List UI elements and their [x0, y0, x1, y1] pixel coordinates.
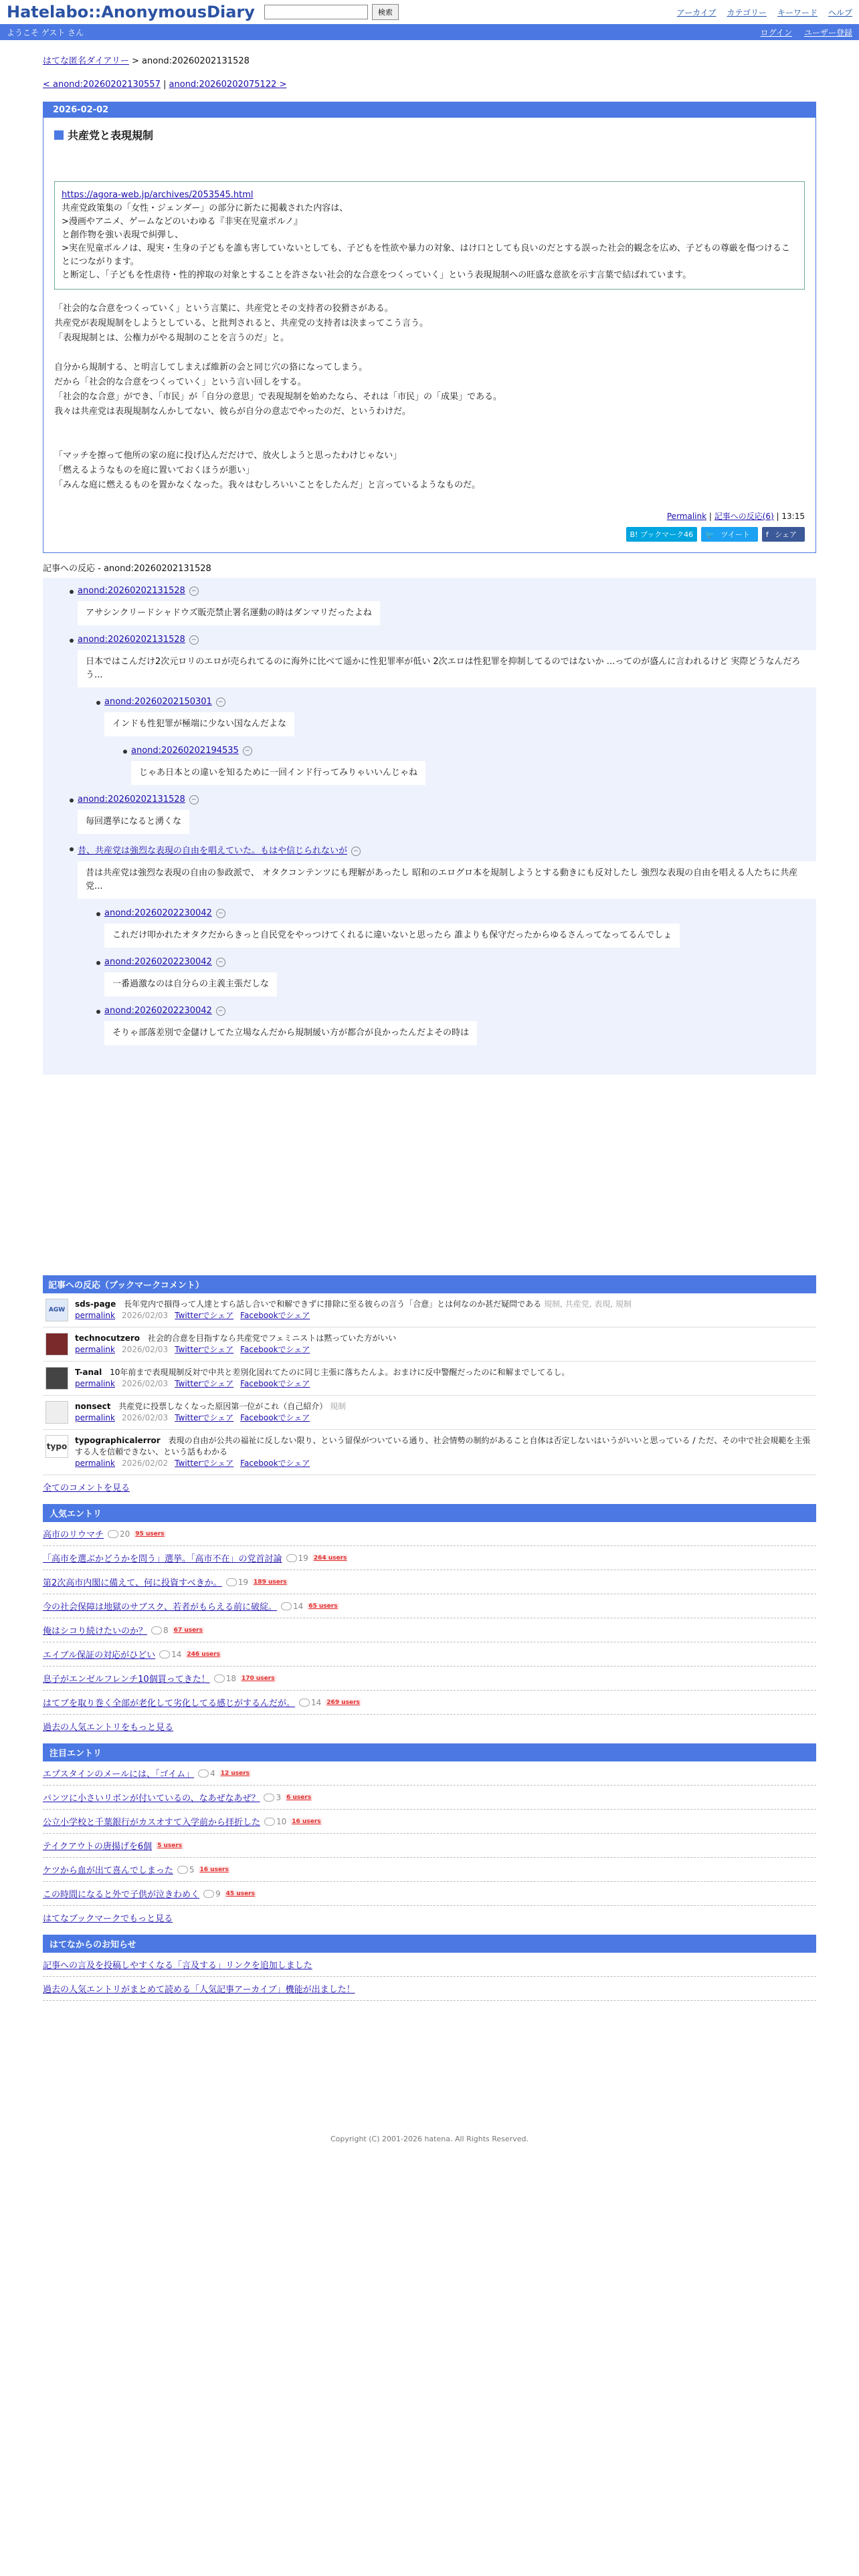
comment-count: 14 — [281, 1602, 303, 1611]
bookmark-text: 表現の自由が公共の福祉に反しない限り、という留保がついている通り、社会情勢の制約があること自体は否定しないはいうがいいと思っている / ただ、その中で社会規範を主張する人を信頼できない、という話もわかる — [75, 1436, 811, 1457]
users-badge[interactable]: 246 users — [187, 1650, 220, 1658]
top-bar — [0, 0, 859, 24]
bookmark-comment: technocutzero 社会的合意を目指すなら共産党でフェミニストは黙っていた方がいい permalink 2026/02/03 Twitterでシェア Facebookでシェア — [43, 1327, 816, 1362]
expand-icon[interactable]: − — [351, 847, 361, 856]
reply-link[interactable]: anond:20260202230042 — [104, 1006, 212, 1016]
users-badge[interactable]: 264 users — [313, 1554, 347, 1562]
comment-bubble-icon — [108, 1530, 118, 1538]
reply-link[interactable]: anond:20260202230042 — [104, 908, 212, 918]
share-buttons — [43, 524, 816, 552]
users-badge[interactable]: 95 users — [135, 1530, 165, 1537]
bookmark-permalink[interactable]: permalink — [75, 1379, 115, 1388]
popular-entry-link[interactable]: はてブを取り巻く全部が老化して劣化してる感じがするんだが。 — [43, 1699, 296, 1709]
reply-link[interactable]: anond:20260202194535 — [131, 746, 239, 756]
reply-item — [96, 908, 816, 948]
reply-link[interactable]: anond:20260202131528 — [78, 794, 185, 804]
avatar[interactable]: AGW — [45, 1299, 68, 1321]
bookmark-comment: nonsect 共産党に投票しなくなった原因第一位がこれ（自己紹介） 規制 permalink 2026/02/03 Twitterでシェア Facebookでシェア — [43, 1396, 816, 1430]
bullet-icon — [70, 590, 74, 594]
bullet-icon — [96, 912, 100, 916]
comment-bubble-icon — [299, 1699, 310, 1707]
comment-count: 19 — [286, 1553, 308, 1563]
users-badge[interactable]: 189 users — [254, 1578, 287, 1586]
attention-entry-link[interactable]: エプスタインのメールには、「ゴイム」 — [43, 1769, 195, 1780]
next-entry-link[interactable]: anond:20260202075122 > — [169, 80, 287, 90]
comment-count: 14 — [159, 1650, 181, 1659]
expand-icon[interactable]: − — [216, 697, 225, 707]
expand-icon[interactable]: − — [243, 746, 252, 756]
comment-count: 5 — [177, 1865, 195, 1874]
popular-entry-link[interactable]: エイブル保証の対応がひどい — [43, 1650, 156, 1660]
comment-bubble-icon — [264, 1794, 274, 1802]
comment-bubble-icon — [151, 1626, 162, 1634]
attention-entry-link[interactable]: テイクアウトの唐揚げを6個 — [43, 1842, 153, 1852]
search-input[interactable] — [264, 5, 368, 19]
comment-bubble-icon — [198, 1769, 209, 1778]
facebook-share-link[interactable]: Facebookでシェア — [240, 1345, 310, 1354]
attention-entries-title: 注目エントリ — [43, 1743, 816, 1761]
users-badge[interactable]: 65 users — [308, 1602, 338, 1610]
top-nav — [677, 7, 852, 18]
register-link[interactable]: ユーザー登録 — [803, 27, 852, 37]
popular-entry — [43, 1642, 816, 1667]
comment-count: 9 — [203, 1889, 221, 1899]
nav-archive[interactable]: アーカイブ — [676, 7, 717, 17]
attention-entry — [43, 1761, 816, 1786]
entry-body: 「社会的な合意をつくっていく」という言葉に、共産党とその支持者の狡猾さがある。 共産党が表現規制をしようとしている、と批判されると、共産党の支持者は決まってこう言う。 「表現規制とは、公権力がやる規制のことを言うのだ」と。 自分から規制する、と明言してしまえば維新の会と同じ穴の狢になってしまう。 だから「社会的な合意をつくっていく」という言い回しをする。 「社会的な合意」ができ、「市民」が「自分の意思」で表現規制を始めたなら、それは「市民」の「成果」である。 我々は共産党は表現規制なんかしてない、彼らが自分の意志でやったのだ、というわけだ。 「マッチを擦って他所の家の庭に投げ込んだだけで、放火しようと思ったわけじゃない」 「燃えるようなものを庭に置いておくほうが悪い」 「みんな庭に燃えるものを置かなくなった。我々はむしろいいことをしたんだ」と言っているようなものだ。 — [54, 304, 502, 490]
attention-entry-link[interactable]: この時間になると外で子供が泣きわめく — [43, 1890, 200, 1900]
reply-item — [70, 794, 816, 834]
tweet-button[interactable]: 🐦 ツイート — [701, 527, 758, 542]
bookmark-permalink[interactable]: permalink — [75, 1311, 115, 1320]
reply-link[interactable]: anond:20260202131528 — [78, 586, 185, 596]
comment-bubble-icon — [203, 1890, 214, 1898]
search-button[interactable]: 検索 — [372, 4, 399, 20]
bookmark-user[interactable]: nonsect — [75, 1402, 111, 1411]
comment-bubble-icon — [281, 1602, 292, 1610]
comment-bubble-icon — [226, 1578, 237, 1586]
popular-entry — [43, 1570, 816, 1594]
reply-text: じゃあ日本との違いを知るために一回インド行ってみりゃいいんじゃね — [131, 761, 425, 785]
comment-count: 3 — [264, 1793, 281, 1802]
bookmark-comment: typo typographicalerror 表現の自由が公共の福祉に反しない限り、という留保がついている通り、社会情勢の制約があること自体は否定しないはいうがいいと思っている / ただ、その中で社会規範を主張する人を信頼できない、という話もわかる permalink 2026/02/02 Twitterでシェア Facebookでシェア — [43, 1430, 816, 1475]
reply-link[interactable]: 昔、共産党は強烈な表現の自由を唱えていた。もはや信じられないが — [78, 846, 348, 856]
twitter-share-link[interactable]: Twitterでシェア — [175, 1413, 234, 1422]
bookmark-permalink[interactable]: permalink — [75, 1345, 115, 1354]
avatar[interactable] — [45, 1333, 68, 1356]
comment-bubble-icon — [264, 1818, 275, 1826]
reply-item — [123, 746, 816, 785]
users-badge[interactable]: 45 users — [225, 1890, 255, 1897]
users-badge[interactable]: 16 users — [199, 1866, 229, 1873]
attention-entry-link[interactable]: 公立小学校と千葉銀行がカスオすて入学前から拝折した — [43, 1818, 261, 1828]
bookmark-tags: 規制 — [330, 1402, 347, 1411]
popular-entry-link[interactable]: 息子がエンゼルフレンチ10個買ってきた！ — [43, 1675, 210, 1685]
bookmark-text: 長年党内で損得って人達とすら話し合いで和解できずに排除に至る彼らの言う「合意」とは何なのか甚だ疑問である — [124, 1299, 542, 1309]
reply-text: インドも性犯罪が極端に少ない国なんだよな — [104, 712, 294, 736]
nav-keyword[interactable]: キーワード — [777, 7, 818, 17]
breadcrumb-current: anond:20260202131528 — [142, 56, 250, 66]
facebook-share-button[interactable]: f シェア — [762, 527, 805, 542]
bookmark-user[interactable]: T-anal — [75, 1368, 102, 1377]
popular-entry-link[interactable]: 俺はシコり続けたいのか？ — [43, 1626, 148, 1636]
user-bar — [0, 24, 859, 40]
avatar[interactable] — [45, 1367, 68, 1390]
bookmark-permalink[interactable]: permalink — [75, 1413, 115, 1422]
popular-entry — [43, 1618, 816, 1642]
reply-link[interactable]: anond:20260202150301 — [104, 697, 212, 707]
popular-entry — [43, 1522, 816, 1546]
popular-entries-title: 人気エントリ — [43, 1504, 816, 1522]
bookmark-text: 10年前まで表現規制反対で中共と差別化図れてたのに同じ主張に落ちたんよ。おまけに反中警醒だったのに和解までしてるし。 — [110, 1368, 570, 1377]
expand-icon[interactable]: − — [216, 909, 225, 918]
bookmark-user[interactable]: sds-page — [75, 1299, 116, 1309]
popular-entry — [43, 1594, 816, 1618]
expand-icon[interactable]: − — [216, 958, 225, 967]
attention-entry — [43, 1858, 816, 1882]
users-badge[interactable]: 6 users — [286, 1794, 312, 1801]
popular-entry-link[interactable]: 高市のリウマチ — [43, 1530, 104, 1540]
reply-item — [96, 1006, 816, 1045]
popular-entry — [43, 1667, 816, 1691]
reply-item — [70, 635, 816, 687]
bookmark-user[interactable]: typographicalerror — [75, 1436, 161, 1445]
facebook-share-link[interactable]: Facebookでシェア — [240, 1413, 310, 1422]
nav-help[interactable]: ヘルプ — [828, 7, 852, 17]
bookmark-comment: T-anal 10年前まで表現規制反対で中共と差別化図れてたのに同じ主張に落ちたんよ。おまけに反中警醒だったのに和解までしてるし。 permalink 2026/02/03 Twitterでシェア Facebookでシェア — [43, 1362, 816, 1396]
users-badge[interactable]: 5 users — [157, 1842, 183, 1849]
avatar[interactable] — [45, 1401, 68, 1424]
bullet-icon — [96, 701, 100, 705]
facebook-share-link[interactable]: Facebookでシェア — [240, 1459, 310, 1468]
diary-entry — [43, 102, 816, 553]
replies-link[interactable]: 記事への反応(6) — [714, 512, 774, 521]
bookmark-text: 社会的合意を目指すなら共産党でフェミニストは黙っていた方がいい — [147, 1333, 397, 1343]
popular-entry-link[interactable]: 今の社会保障は地獄のサブスク、若者がもらえる前に破綻。 — [43, 1602, 277, 1612]
comment-bubble-icon — [177, 1866, 188, 1874]
comment-count: 19 — [226, 1578, 248, 1587]
comment-count: 10 — [264, 1817, 286, 1826]
bookmark-tags: 規制, 共産党, 表現, 規制 — [543, 1299, 632, 1309]
attention-entry — [43, 1810, 816, 1834]
reply-item — [96, 957, 816, 996]
news-item[interactable]: 記事への言及を投稿しやすくなる「言及する」リンクを追加しました — [43, 1961, 312, 1971]
avatar[interactable]: typo — [45, 1435, 68, 1458]
replies-tree — [43, 578, 816, 1075]
quote-source-link[interactable]: https://agora-web.jp/archives/2053545.html — [62, 190, 254, 200]
bullet-icon — [123, 750, 127, 754]
expand-icon[interactable]: − — [189, 635, 199, 645]
reply-text: そりゃ部落差別で金儲けしてた立場なんだから規制緩い方が都合が良かったんだよその時は — [104, 1021, 477, 1045]
reply-text: これだけ叩かれたオタクだからきっと自民党をやっつけてくれるに違いないと思ったら 誰よりも保守だったからゆるさんってなってるんでしょ — [104, 924, 680, 948]
reply-link[interactable]: anond:20260202230042 — [104, 957, 212, 967]
breadcrumb-root[interactable]: はてな匿名ダイアリー — [43, 56, 129, 66]
comment-bubble-icon — [159, 1650, 170, 1658]
breadcrumb: はてな匿名ダイアリー > anond:20260202131528 — [43, 56, 250, 66]
entry-footer: Permalink | 記事への反応(6) | 13:15 — [666, 512, 805, 521]
attention-entry — [43, 1786, 816, 1810]
popular-entry — [43, 1691, 816, 1715]
footer-copyright: Copyright (C) 2001-2026 hatena. All Rights Reserved. — [330, 2135, 529, 2143]
bookmark-comments-list — [43, 1293, 816, 1475]
entry-pager: < anond:20260202130557 | anond:20260202075122 > — [43, 80, 287, 90]
comment-bubble-icon — [214, 1675, 225, 1683]
popular-entry-link[interactable]: 第2次高市内閣に備えて、何に投資すべきか。 — [43, 1578, 222, 1588]
popular-entry — [43, 1546, 816, 1570]
replies-title: 記事への反応 - anond:20260202131528 — [43, 564, 211, 574]
bookmark-user[interactable]: technocutzero — [75, 1333, 140, 1343]
facebook-share-link[interactable]: Facebookでシェア — [240, 1311, 310, 1320]
twitter-share-link[interactable]: Twitterでシェア — [175, 1379, 234, 1388]
login-link[interactable]: ログイン — [760, 27, 792, 37]
entry-title: 共産党と表現規制 — [43, 118, 816, 152]
attention-entry — [43, 1834, 816, 1858]
reply-item — [70, 843, 816, 899]
permalink-link[interactable]: Permalink — [666, 512, 707, 521]
expand-icon[interactable]: − — [189, 795, 199, 804]
reply-text: 毎回選挙になると湧くな — [78, 810, 189, 834]
entry-blockquote: https://agora-web.jp/archives/2053545.html 共産党政策集の「女性・ジェンダー」の部分に新たに掲載された内容は、 >漫画やアニメ、ゲームなどのいわゆる『非実在児童ポルノ』 と創作物を強い表現で糾弾し、 >実在児童ポルノは、現実・生身の子どもを誰も害していないとしても、子どもを性欲や暴力の対象、はけ口としても良いのだとする誤った社会的観念を広め、子どもの尊厳を傷つけることにつながります。 と断定し、「子どもを性虐待・性的搾取の対象とすることを許さない社会的な合意をつくっていく」という表現規制への旺盛な意欲を示す言葉で結ばれています。 — [54, 181, 805, 290]
popular-entries-list — [43, 1522, 816, 1715]
bullet-icon — [96, 1010, 100, 1014]
attention-entries-list — [43, 1761, 816, 1906]
comment-count: 14 — [299, 1698, 321, 1707]
attention-entry-link[interactable]: ケツから血が出て喜んでしまった — [43, 1866, 173, 1876]
reply-link[interactable]: anond:20260202131528 — [78, 635, 185, 645]
all-comments-link[interactable]: 全てのコメントを見る — [43, 1483, 130, 1493]
users-badge[interactable]: 170 users — [241, 1675, 275, 1682]
popular-entry-link[interactable]: 「高市を選ぶかどうかを問う」選挙。「高市不在」の党首討論 — [43, 1554, 282, 1564]
site-logo[interactable]: Hatelabo::AnonymousDiary — [7, 3, 255, 21]
entry-time: 13:15 — [781, 512, 805, 521]
bookmark-permalink[interactable]: permalink — [75, 1459, 115, 1468]
users-badge[interactable]: 12 users — [220, 1769, 250, 1777]
twitter-share-link[interactable]: Twitterでシェア — [175, 1345, 234, 1354]
attention-more-link[interactable]: はてなブックマークでもっと見る — [43, 1914, 173, 1924]
bullet-icon — [96, 961, 100, 965]
twitter-share-link[interactable]: Twitterでシェア — [175, 1311, 234, 1320]
comment-count: 18 — [214, 1674, 236, 1683]
facebook-share-link[interactable]: Facebookでシェア — [240, 1379, 310, 1388]
title-square-icon — [54, 130, 64, 140]
comment-bubble-icon — [286, 1554, 297, 1562]
attention-entry-link[interactable]: パンツに小さいリボンが付いているの、なあぜなあぜ？ — [43, 1794, 260, 1804]
comment-count: 20 — [108, 1529, 130, 1539]
bookmark-text: 共産党に投票しなくなった原因第一位がこれ（自己紹介） — [118, 1402, 328, 1411]
bullet-icon — [70, 847, 74, 851]
hatena-bookmark-button[interactable]: B! ブックマーク46 — [626, 527, 698, 542]
prev-entry-link[interactable]: < anond:20260202130557 — [43, 80, 161, 90]
reply-text: 昔は共産党は強烈な表現の自由の参政派で、 オタクコンテンツにも理解があったし 昭和のエログロ本を規制しようとする動きにも反対したし 強烈な表現の自由を唱える人たちに共産党... — [78, 861, 816, 899]
twitter-share-link[interactable]: Twitterでシェア — [175, 1459, 234, 1468]
reply-text: 日本ではこんだけ2次元ロリのエロが売られてるのに海外に比べて遥かに性犯罪率が低い 2次エロは性犯罪を抑制してるのではないか ...ってのが盛んに言われるけど 実際どうなんだろう... — [78, 650, 816, 687]
nav-category[interactable]: カテゴリー — [727, 7, 767, 17]
reply-text: 一番過激なのは自分らの主義主張だしな — [104, 972, 277, 996]
comment-count: 4 — [198, 1769, 215, 1778]
users-badge[interactable]: 269 users — [326, 1699, 360, 1706]
reply-text: アサシンクリードシャドウズ販売禁止署名運動の時はダンマリだったよね — [78, 601, 380, 625]
news-item[interactable]: 過去の人気エントリがまとめて読める「人気記事アーカイブ」機能が出ました！ — [43, 1985, 355, 1995]
users-badge[interactable]: 67 users — [173, 1626, 203, 1634]
news-title: はてなからのお知らせ — [43, 1935, 816, 1953]
reply-item — [96, 697, 816, 736]
attention-entry — [43, 1882, 816, 1906]
popular-more-link[interactable]: 過去の人気エントリをもっと見る — [43, 1723, 174, 1733]
reply-item — [70, 586, 816, 625]
users-badge[interactable]: 16 users — [292, 1818, 321, 1825]
expand-icon[interactable]: − — [216, 1006, 225, 1016]
bullet-icon — [70, 639, 74, 643]
bullet-icon — [70, 798, 74, 802]
comment-count: 8 — [151, 1626, 169, 1635]
bookmark-comments-title: 記事への反応（ブックマークコメント） — [43, 1275, 816, 1293]
welcome-text: ようこそ ゲスト さん — [7, 27, 84, 37]
bookmark-comment: AGW sds-page 長年党内で損得って人達とすら話し合いで和解できずに排除に至る彼らの言う「合意」とは何なのか甚だ疑問である 規制, 共産党, 表現, 規制 permalink 2026/02/03 Twitterでシェア Facebookでシェア — [43, 1293, 816, 1327]
entry-date: 2026-02-02 — [43, 102, 816, 118]
expand-icon[interactable]: − — [189, 586, 199, 596]
